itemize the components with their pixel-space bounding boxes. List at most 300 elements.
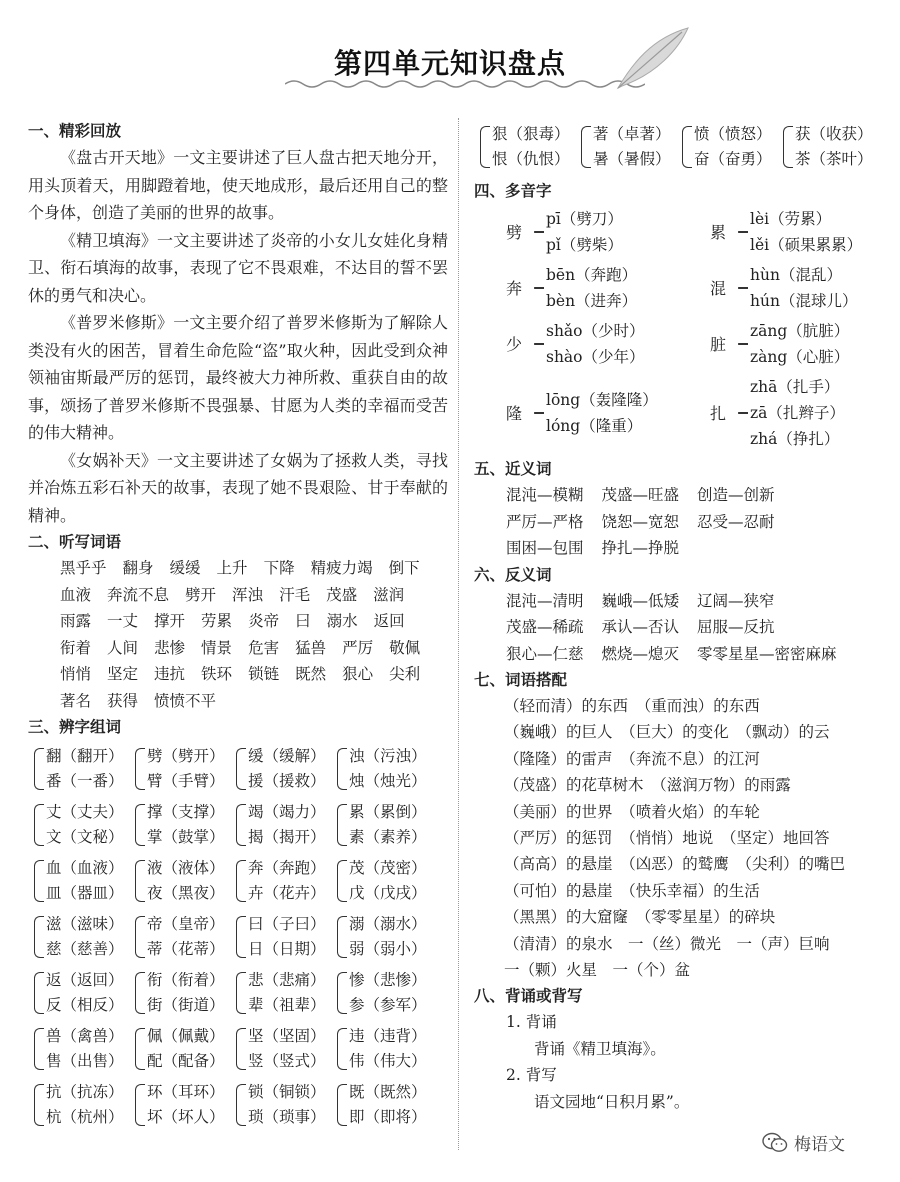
char-pair-word: 佩（佩戴） (147, 1027, 225, 1045)
polyphone-reading: lóng（隆重） (546, 417, 643, 435)
char-pair-word: 街（街道） (147, 996, 225, 1014)
collocation-line: （清清）的泉水 一（丝）微光 一（声）巨响 (504, 934, 830, 953)
antonym-row (506, 588, 894, 615)
left-column (28, 118, 448, 1136)
char-pair (581, 122, 679, 172)
polyphone-reading: bèn（进奔） (546, 292, 638, 310)
antonym-pair: 燃烧—熄灭 (601, 644, 680, 663)
char-pair-word: 愤（愤怒） (694, 125, 772, 143)
char-pair-word: 素（素养） (349, 828, 427, 846)
polyphone-group (710, 262, 900, 314)
polyphone-reading: zàng（心脏） (750, 348, 850, 366)
dictation-word: 衔着 (60, 638, 92, 657)
recite-item-2-body: 语文园地“日积月累”。 (534, 1092, 690, 1111)
char-pair-word: 竖（竖式） (248, 1052, 326, 1070)
char-pair (135, 744, 233, 794)
char-pair-lines (46, 1080, 124, 1130)
char-pair-lines (147, 912, 225, 962)
char-pair-word: 获（收获） (795, 125, 873, 143)
char-pair-word: 日（日期） (248, 940, 326, 958)
char-pair-lines (349, 1024, 427, 1074)
char-pair (337, 800, 435, 850)
brace-icon (337, 860, 347, 902)
polyphone-reading: zhā（扎手） (750, 378, 840, 396)
char-pair-word: 滋（滋味） (46, 915, 124, 933)
brace-icon (337, 916, 347, 958)
brace-icon (135, 860, 145, 902)
brace-icon (135, 748, 145, 790)
dictation-word: 劳累 (201, 612, 233, 630)
antonym-list (474, 588, 894, 668)
synonym-list (474, 482, 894, 562)
antonym-row (506, 614, 894, 641)
char-pair (34, 1024, 132, 1074)
char-pair-lines (248, 1080, 326, 1130)
char-pair (337, 912, 435, 962)
char-pair-grid-continued (480, 122, 894, 172)
brace-icon (337, 1028, 347, 1070)
brace-icon (34, 916, 44, 958)
char-pair-word: 坚（坚固） (248, 1027, 326, 1045)
char-pair-word: 著（卓著） (593, 125, 671, 143)
wave-underline-icon (285, 78, 645, 90)
brace-icon (34, 972, 44, 1014)
char-pair-word: 血（血液） (46, 859, 124, 877)
char-pair-word: 狠（狠毒） (492, 125, 570, 143)
polyphone-reading: pī（劈刀） (546, 210, 623, 228)
brace-icon (34, 804, 44, 846)
char-pair-lines (147, 1024, 225, 1074)
section-heading-recite: 八、背诵或背写 (474, 987, 583, 1006)
brace-icon (783, 126, 793, 168)
char-pair-word: 慈（慈善） (46, 940, 124, 958)
polyphone-char: 累 (710, 222, 727, 242)
column-divider (458, 118, 459, 1150)
collocation-line: （可怕）的悬崖 （快乐幸福）的生活 (504, 881, 760, 900)
dictation-word: 曰 (295, 612, 311, 630)
char-pair-word: 翻（翻开） (46, 747, 124, 765)
dictation-word: 狠心 (342, 665, 374, 683)
char-pair-word: 皿（器皿） (46, 884, 124, 902)
char-pair-word: 琐（琐事） (248, 1108, 326, 1126)
right-column (474, 118, 894, 1115)
synonym-pair: 创造—创新 (697, 486, 775, 504)
dictation-word: 血液 (60, 585, 92, 604)
char-pair-lines (46, 856, 124, 906)
char-pair (34, 856, 132, 906)
brace-icon (236, 804, 246, 846)
char-pair-word: 锁（铜锁） (248, 1083, 326, 1101)
dictation-word: 铁环 (201, 665, 233, 683)
collocation-line: （巍峨）的巨人 （巨大）的变化 （飘动）的云 (504, 723, 830, 742)
polyphone-readings (750, 374, 845, 452)
antonym-pair: 狠心—仁慈 (506, 644, 584, 663)
dictation-word: 溺水 (326, 612, 358, 630)
polyphone-group (506, 374, 706, 452)
char-pair (337, 968, 435, 1018)
brace-icon (581, 126, 591, 168)
polyphone-group (506, 318, 706, 370)
char-pair-lines (349, 912, 427, 962)
char-pair-lines (349, 968, 427, 1018)
title-banner (0, 0, 900, 100)
polyphone-reading: lèi（劳累） (750, 210, 832, 228)
char-pair (135, 800, 233, 850)
polyphone-reading: pǐ（劈柴） (546, 236, 623, 254)
char-pair-word: 蒂（花蒂） (147, 940, 225, 958)
dictation-word: 情景 (201, 638, 233, 657)
antonym-row (506, 641, 894, 668)
char-pair-word: 辈（祖辈） (248, 996, 326, 1014)
polyphone-char: 混 (710, 278, 727, 298)
summary-paragraph: 《精卫填海》一文主要讲述了炎帝的小女儿女娃化身精卫、衔石填海的故事，表现了它不畏艰难，不达目的誓不罢休的勇气和决心。 (28, 230, 448, 305)
watermark-text: 梅语文 (794, 1135, 845, 1155)
char-pair (236, 744, 334, 794)
char-pair-word: 售（出售） (46, 1052, 124, 1070)
section-heading-synonyms: 五、近义词 (474, 460, 552, 478)
char-pair-word: 缓（缓解） (248, 747, 326, 765)
brace-icon (135, 972, 145, 1014)
polyphone-group (710, 206, 900, 258)
char-pair-lines (349, 800, 427, 850)
dictation-word: 尖利 (389, 665, 421, 683)
section-heading-collocation: 七、词语搭配 (474, 671, 568, 689)
char-pair (135, 912, 233, 962)
char-pair (135, 856, 233, 906)
antonym-pair: 零零星星—密密麻麻 (697, 644, 837, 663)
char-pair-word: 茂（茂密） (349, 859, 427, 877)
char-pair-word: 参（参军） (349, 996, 427, 1014)
summary-paragraph: 《盘古开天地》一文主要讲述了巨人盘古把天地分开，用头顶着天，用脚蹬着地，使天地成形，最后还用自己的整个身体，创造了美丽的世界的故事。 (28, 148, 448, 222)
antonym-pair: 辽阔—狭窄 (697, 591, 775, 610)
dictation-word: 人间 (107, 638, 139, 657)
char-pair (34, 912, 132, 962)
char-pair-word: 液（液体） (147, 859, 225, 877)
char-pair-word: 返（返回） (46, 971, 124, 989)
dictation-word: 茂盛 (326, 585, 358, 604)
dictation-word: 精疲力竭 (310, 559, 373, 577)
polyphone-char: 劈 (506, 222, 523, 242)
char-pair-word: 臂（手臂） (147, 772, 225, 790)
char-pair-lines (248, 800, 326, 850)
collocation-line: （轻而清）的东西 （重而浊）的东西 (504, 697, 760, 715)
polyphone-reading: lōng（轰隆隆） (546, 391, 658, 409)
dictation-word: 汗毛 (279, 585, 311, 604)
summary-paragraph: 《普罗米修斯》一文主要介绍了普罗米修斯为了解除人类没有火的困苦，冒着生命危险“盗”取火种，因此受到众神领袖宙斯最严厉的惩罚，最终被大力神所救、重获自由的故事，颂扬了普罗米修斯不畏强暴、甘愿为人类的幸福而受苦的伟大精神。 (28, 313, 448, 442)
char-pair-word: 浊（污浊） (349, 747, 427, 765)
dictation-word: 滋润 (373, 585, 405, 604)
char-pair-word: 掌（鼓掌） (147, 828, 225, 846)
dictation-word: 倒下 (388, 559, 420, 577)
char-pair-lines (46, 800, 124, 850)
brace-icon (534, 231, 544, 233)
char-pair-word: 反（相反） (46, 996, 124, 1014)
polyphone-group (506, 262, 706, 314)
dictation-word: 缓缓 (169, 559, 201, 577)
char-pair-lines (248, 744, 326, 794)
char-pair-word: 茶（茶叶） (795, 150, 873, 168)
char-pair (135, 1024, 233, 1074)
brace-icon (135, 916, 145, 958)
char-pair-word: 卉（花卉） (248, 884, 326, 902)
char-pair-lines (349, 856, 427, 906)
char-pair-word: 揭（揭开） (248, 828, 326, 846)
char-pair (135, 968, 233, 1018)
char-pair-word: 帝（皇帝） (147, 915, 225, 933)
char-pair-lines (46, 968, 124, 1018)
polyphone-reading: lěi（硕果累累） (750, 236, 863, 254)
brace-icon (738, 287, 748, 289)
char-pair-lines (694, 122, 772, 172)
brace-icon (337, 804, 347, 846)
synonym-pair: 围困—包围 (506, 539, 584, 557)
polyphone-reading: zhá（挣扎） (750, 430, 840, 448)
brace-icon (34, 860, 44, 902)
dictation-word-list (28, 555, 448, 714)
char-pair-word: 既（既然） (349, 1083, 427, 1101)
char-pair-lines (795, 122, 873, 172)
char-pair (236, 912, 334, 962)
char-pair-lines (46, 744, 124, 794)
char-pair-word: 弱（弱小） (349, 940, 427, 958)
dictation-word: 危害 (248, 638, 280, 657)
dictation-word: 愤愤不平 (154, 691, 217, 710)
synonym-row (506, 509, 894, 536)
char-pair-word: 坏（坏人） (147, 1108, 225, 1126)
dictation-word: 浑浊 (232, 585, 264, 604)
char-pair-word: 戊（戊戌） (349, 884, 427, 902)
dictation-word: 违抗 (154, 665, 186, 683)
dictation-word: 劈开 (185, 585, 217, 604)
polyphone-readings (750, 318, 849, 370)
collocation-line: （美丽）的世界 （喷着火焰）的车轮 (504, 802, 760, 821)
brace-icon (34, 1028, 44, 1070)
char-pair-word: 配（配备） (147, 1052, 225, 1070)
polyphone-reading: hùn（混乱） (750, 266, 842, 284)
page-title: 第四单元知识盘点 (333, 47, 566, 80)
section-heading-char-compare: 三、辨字组词 (28, 718, 122, 736)
char-pair-word: 累（累倒） (349, 803, 427, 821)
collocation-line: （茂盛）的花草树木 （滋润万物）的雨露 (504, 776, 791, 795)
recite-item-1: 1. 背诵 (506, 1013, 557, 1032)
char-pair (236, 1080, 334, 1130)
char-pair-word: 兽（禽兽） (46, 1027, 124, 1045)
char-pair-lines (248, 912, 326, 962)
brace-icon (337, 972, 347, 1014)
polyphone-reading: hún（混球儿） (750, 292, 858, 310)
char-pair-grid (34, 744, 448, 1130)
polyphone-char: 奔 (506, 278, 523, 298)
recite-item-1-body: 背诵《精卫填海》。 (534, 1039, 666, 1058)
collocation-line: （黑黑）的大窟窿 （零零星星）的碎块 (504, 908, 776, 927)
char-pair-lines (349, 744, 427, 794)
polyphone-group (506, 206, 706, 258)
synonym-pair: 混沌—模糊 (506, 486, 584, 504)
synonym-row (506, 535, 894, 562)
char-pair-word: 违（违背） (349, 1027, 427, 1045)
dictation-word: 一丈 (107, 612, 139, 630)
char-pair-word: 撑（支撑） (147, 803, 225, 821)
collocation-line: （高高）的悬崖 （凶恶）的鹫鹰 （尖利）的嘴巴 (504, 855, 846, 874)
dictation-word: 奔流不息 (107, 585, 170, 604)
char-pair-word: 奋（奋勇） (694, 150, 772, 168)
polyphone-readings (546, 206, 623, 258)
char-pair-lines (46, 1024, 124, 1074)
char-pair-word: 援（援救） (248, 772, 326, 790)
summary-paragraph: 《女娲补天》一文主要讲述了女娲为了拯救人类，寻找并冶炼五彩石补天的故事，表现了她不畏艰险、甘于奉献的精神。 (28, 450, 448, 525)
dictation-word: 既然 (295, 665, 327, 683)
section-heading-dictation: 二、听写词语 (28, 533, 122, 551)
synonym-pair: 饶恕—宽恕 (601, 512, 680, 531)
char-pair-word: 衔（衔着） (147, 971, 225, 989)
brace-icon (738, 343, 748, 345)
char-pair (337, 856, 435, 906)
antonym-pair: 巍峨—低矮 (601, 591, 680, 610)
char-pair-word: 劈（劈开） (147, 747, 225, 765)
collocation-line: （严厉）的惩罚 （悄悄）地说 （坚定）地回答 (504, 829, 830, 848)
brace-icon (236, 972, 246, 1014)
dictation-word: 坚定 (107, 665, 139, 683)
dictation-word: 雨露 (60, 612, 92, 630)
char-pair (236, 800, 334, 850)
char-pair-word: 即（即将） (349, 1108, 427, 1126)
char-pair (480, 122, 578, 172)
polyphone-readings (546, 262, 637, 314)
char-pair (34, 800, 132, 850)
char-pair (34, 744, 132, 794)
brace-icon (534, 412, 544, 414)
char-pair (236, 856, 334, 906)
brace-icon (236, 748, 246, 790)
polyphone-reading: zāng（肮脏） (750, 322, 850, 340)
brace-icon (738, 412, 748, 414)
brace-icon (236, 860, 246, 902)
brace-icon (135, 804, 145, 846)
polyphone-reading: shào（少年） (546, 348, 645, 366)
brace-icon (534, 287, 544, 289)
brace-icon (135, 1028, 145, 1070)
polyphone-readings (546, 318, 645, 370)
collocation-line: 一（颗）火星 一（个）盆 (504, 961, 691, 980)
char-pair-word: 暑（暑假） (593, 150, 671, 168)
polyphone-char: 隆 (506, 403, 523, 423)
brace-icon (682, 126, 692, 168)
char-pair-lines (248, 856, 326, 906)
char-pair-word: 溺（溺水） (349, 915, 427, 933)
polyphone-reading: shǎo（少时） (546, 322, 645, 340)
char-pair-word: 丈（丈夫） (46, 803, 124, 821)
dictation-word: 撑开 (154, 612, 186, 630)
brace-icon (236, 1084, 246, 1126)
brace-icon (34, 1084, 44, 1126)
char-pair (135, 1080, 233, 1130)
antonym-pair: 屈服—反抗 (697, 618, 775, 636)
brace-icon (34, 748, 44, 790)
polyphone-char: 脏 (710, 334, 727, 354)
char-pair-lines (349, 1080, 427, 1130)
dictation-word: 敬佩 (389, 638, 421, 657)
brace-icon (337, 1084, 347, 1126)
char-pair-word: 番（一番） (46, 772, 124, 790)
collocation-list (474, 693, 894, 983)
dictation-word: 获得 (107, 691, 139, 710)
char-pair-word: 伟（伟大） (349, 1052, 427, 1070)
char-pair-word: 文（文秘） (46, 828, 124, 846)
dictation-word: 翻身 (122, 559, 154, 577)
brace-icon (135, 1084, 145, 1126)
dictation-word: 猛兽 (295, 638, 327, 657)
dictation-word: 黑乎乎 (60, 559, 107, 577)
char-pair (682, 122, 780, 172)
char-pair-lines (147, 968, 225, 1018)
char-pair (337, 744, 435, 794)
brace-icon (236, 1028, 246, 1070)
dictation-word: 严厉 (342, 638, 374, 657)
polyphone-readings (546, 387, 658, 439)
synonym-pair: 茂盛—旺盛 (601, 486, 680, 504)
dictation-word: 著名 (60, 691, 92, 710)
brace-icon (236, 916, 246, 958)
section-heading-review: 一、精彩回放 (28, 122, 122, 140)
watermark (762, 1130, 845, 1155)
polyphone-grid (506, 206, 894, 452)
char-pair-word: 抗（抗冻） (46, 1083, 124, 1101)
char-pair (337, 1024, 435, 1074)
dictation-word: 炎帝 (248, 612, 280, 630)
polyphone-group (710, 374, 900, 452)
char-pair-lines (147, 1080, 225, 1130)
feather-icon (612, 24, 692, 94)
dictation-word: 锁链 (248, 665, 280, 683)
synonym-row (506, 482, 894, 509)
antonym-pair: 茂盛—稀疏 (506, 618, 584, 636)
antonym-pair: 混沌—清明 (506, 591, 584, 610)
char-pair-lines (248, 968, 326, 1018)
recite-item-2: 2. 背写 (506, 1066, 557, 1085)
char-pair-lines (147, 744, 225, 794)
char-pair (236, 1024, 334, 1074)
char-pair-lines (593, 122, 671, 172)
synonym-pair: 严厉—严格 (506, 512, 584, 531)
char-pair-word: 曰（子曰） (248, 915, 326, 933)
brace-icon (337, 748, 347, 790)
char-pair-lines (46, 912, 124, 962)
char-pair-lines (147, 800, 225, 850)
char-pair-word: 烛（烛光） (349, 772, 427, 790)
dictation-word: 悄悄 (60, 665, 92, 683)
char-pair-word: 惨（悲惨） (349, 971, 427, 989)
polyphone-readings (750, 206, 862, 258)
brace-icon (738, 231, 748, 233)
section-heading-antonyms: 六、反义词 (474, 565, 552, 584)
char-pair-word: 环（耳环） (147, 1083, 225, 1101)
char-pair-word: 杭（杭州） (46, 1108, 124, 1126)
antonym-pair: 承认—否认 (601, 618, 680, 636)
char-pair-lines (147, 856, 225, 906)
char-pair-lines (248, 1024, 326, 1074)
char-pair (34, 1080, 132, 1130)
char-pair-lines (492, 122, 570, 172)
dictation-word: 悲惨 (154, 638, 186, 657)
polyphone-reading: zā（扎辫子） (750, 404, 845, 422)
dictation-word: 上升 (216, 559, 248, 577)
collocation-line: （隆隆）的雷声 （奔流不息）的江河 (504, 749, 760, 768)
char-pair (337, 1080, 435, 1130)
dictation-word: 下降 (263, 559, 295, 577)
polyphone-char: 少 (506, 334, 523, 354)
polyphone-group (710, 318, 900, 370)
brace-icon (480, 126, 490, 168)
